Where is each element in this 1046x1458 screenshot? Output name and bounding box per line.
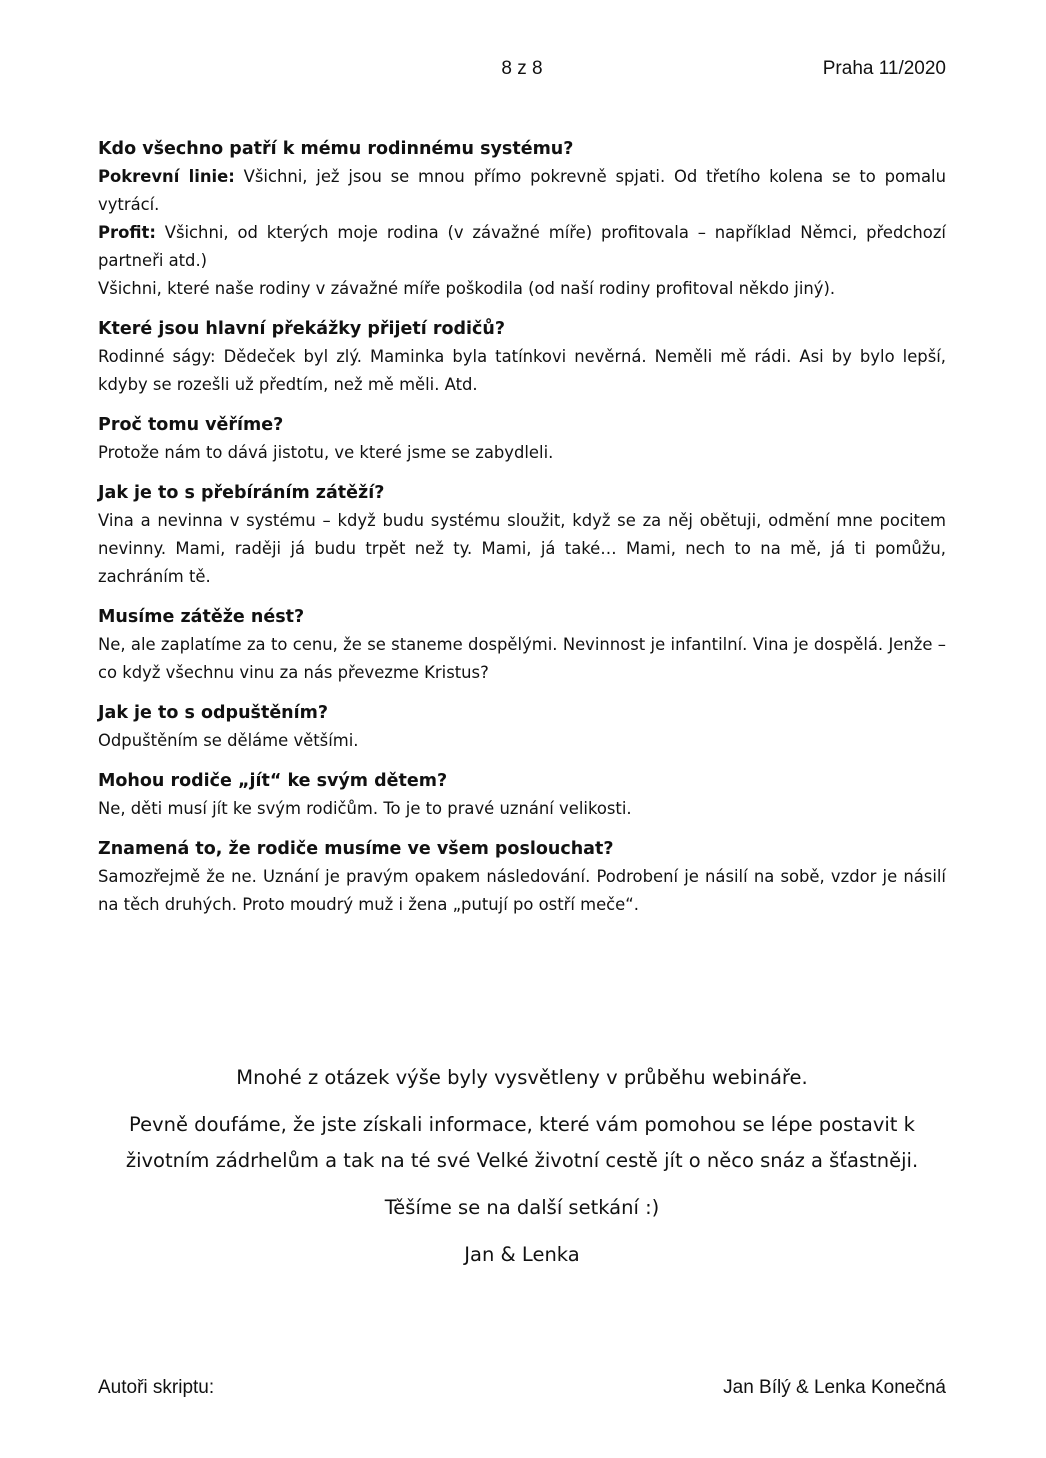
document-body: [98, 135, 946, 931]
section-family-system: [98, 135, 946, 303]
section-question: Kdo všechno patří k mému rodinnému systému?: [98, 139, 574, 159]
section-paragraph: Rodinné ságy: Dědeček byl zlý. Maminka byla tatínkovi nevěrná. Neměli mě rádi. Asi by bylo lepší, kdyby se rozešli už předtím, než mě měli. Atd.: [98, 347, 946, 394]
section-obstacles: [98, 315, 946, 399]
page-number: 8 z 8: [501, 58, 543, 79]
section-question: Znamená to, že rodiče musíme ve všem poslouchat?: [98, 839, 614, 859]
section-paragraph: [98, 219, 946, 275]
footer-authors-label: Autoři skriptu:: [98, 1377, 215, 1398]
footer-authors-names: Jan Bílý & Lenka Konečná: [723, 1377, 946, 1398]
closing-signature: Jan & Lenka: [464, 1243, 580, 1266]
section-question: Musíme zátěže nést?: [98, 607, 305, 627]
section-paragraph: [98, 275, 946, 303]
page-footer: [98, 1377, 946, 1403]
section-forgiveness: [98, 699, 946, 755]
header-location-date: Praha 11/2020: [822, 58, 946, 79]
section-question: Které jsou hlavní překážky přijetí rodičů?: [98, 319, 506, 339]
section-obey-parents: [98, 835, 946, 919]
section-question: Proč tomu věříme?: [98, 415, 284, 435]
section-burdens: [98, 479, 946, 591]
section-paragraph: Samozřejmě že ne. Uznání je pravým opakem následování. Podrobení je násilí na sobě, vzdor je násilí na těch druhých. Proto moudrý muž i žena „putují po ostří meče“.: [98, 867, 946, 914]
section-question: Jak je to s přebíráním zátěží?: [98, 483, 385, 503]
closing-line: Těšíme se na další setkání :): [384, 1196, 660, 1219]
section-question: Mohou rodiče „jít“ ke svým dětem?: [98, 771, 448, 791]
section-paragraph: Vina a nevinna v systému – když budu systému sloužit, když se za něj obětuji, odmění mne pocitem nevinny. Mami, raději já budu trpět než ty. Mami, já také… Mami, nech to na mě, já ti pomůžu, zachráním tě.: [98, 511, 946, 586]
paragraph-text: Všichni, jež jsou se mnou přímo pokrevně spjati. Od třetího kolena se to pomalu vytrácí.: [98, 167, 946, 214]
section-paragraph: Odpuštěním se děláme většími.: [98, 731, 359, 750]
paragraph-label: Profit:: [98, 223, 156, 242]
section-parents-go: [98, 767, 946, 823]
paragraph-text: Všichni, které naše rodiny v závažné míře poškodila (od naší rodiny profitoval někdo jiný).: [98, 279, 836, 298]
section-paragraph: Protože nám to dává jistotu, ve které jsme se zabydleli.: [98, 443, 554, 462]
section-paragraph: [98, 163, 946, 219]
paragraph-label: Pokrevní linie:: [98, 167, 235, 186]
section-paragraph: Ne, děti musí jít ke svým rodičům. To je to pravé uznání velikosti.: [98, 799, 632, 818]
section-why-believe: [98, 411, 946, 467]
closing-message: [98, 1060, 946, 1284]
section-must-carry: [98, 603, 946, 687]
paragraph-text: Všichni, od kterých moje rodina (v závažné míře) profitovala – například Němci, předchozí partneři atd.): [98, 223, 946, 270]
closing-line: Mnohé z otázek výše byly vysvětleny v průběhu webináře.: [236, 1066, 808, 1089]
section-question: Jak je to s odpuštěním?: [98, 703, 329, 723]
closing-line: Pevně doufáme, že jste získali informace, které vám pomohou se lépe postavit k životním zádrhelům a tak na té své Velké životní cestě jít o něco snáz a šťastněji.: [125, 1113, 919, 1172]
page-header: [98, 58, 946, 84]
section-paragraph: Ne, ale zaplatíme za to cenu, že se staneme dospělými. Nevinnost je infantilní. Vina je dospělá. Jenže – co když všechnu vinu za nás převezme Kristus?: [98, 635, 946, 682]
